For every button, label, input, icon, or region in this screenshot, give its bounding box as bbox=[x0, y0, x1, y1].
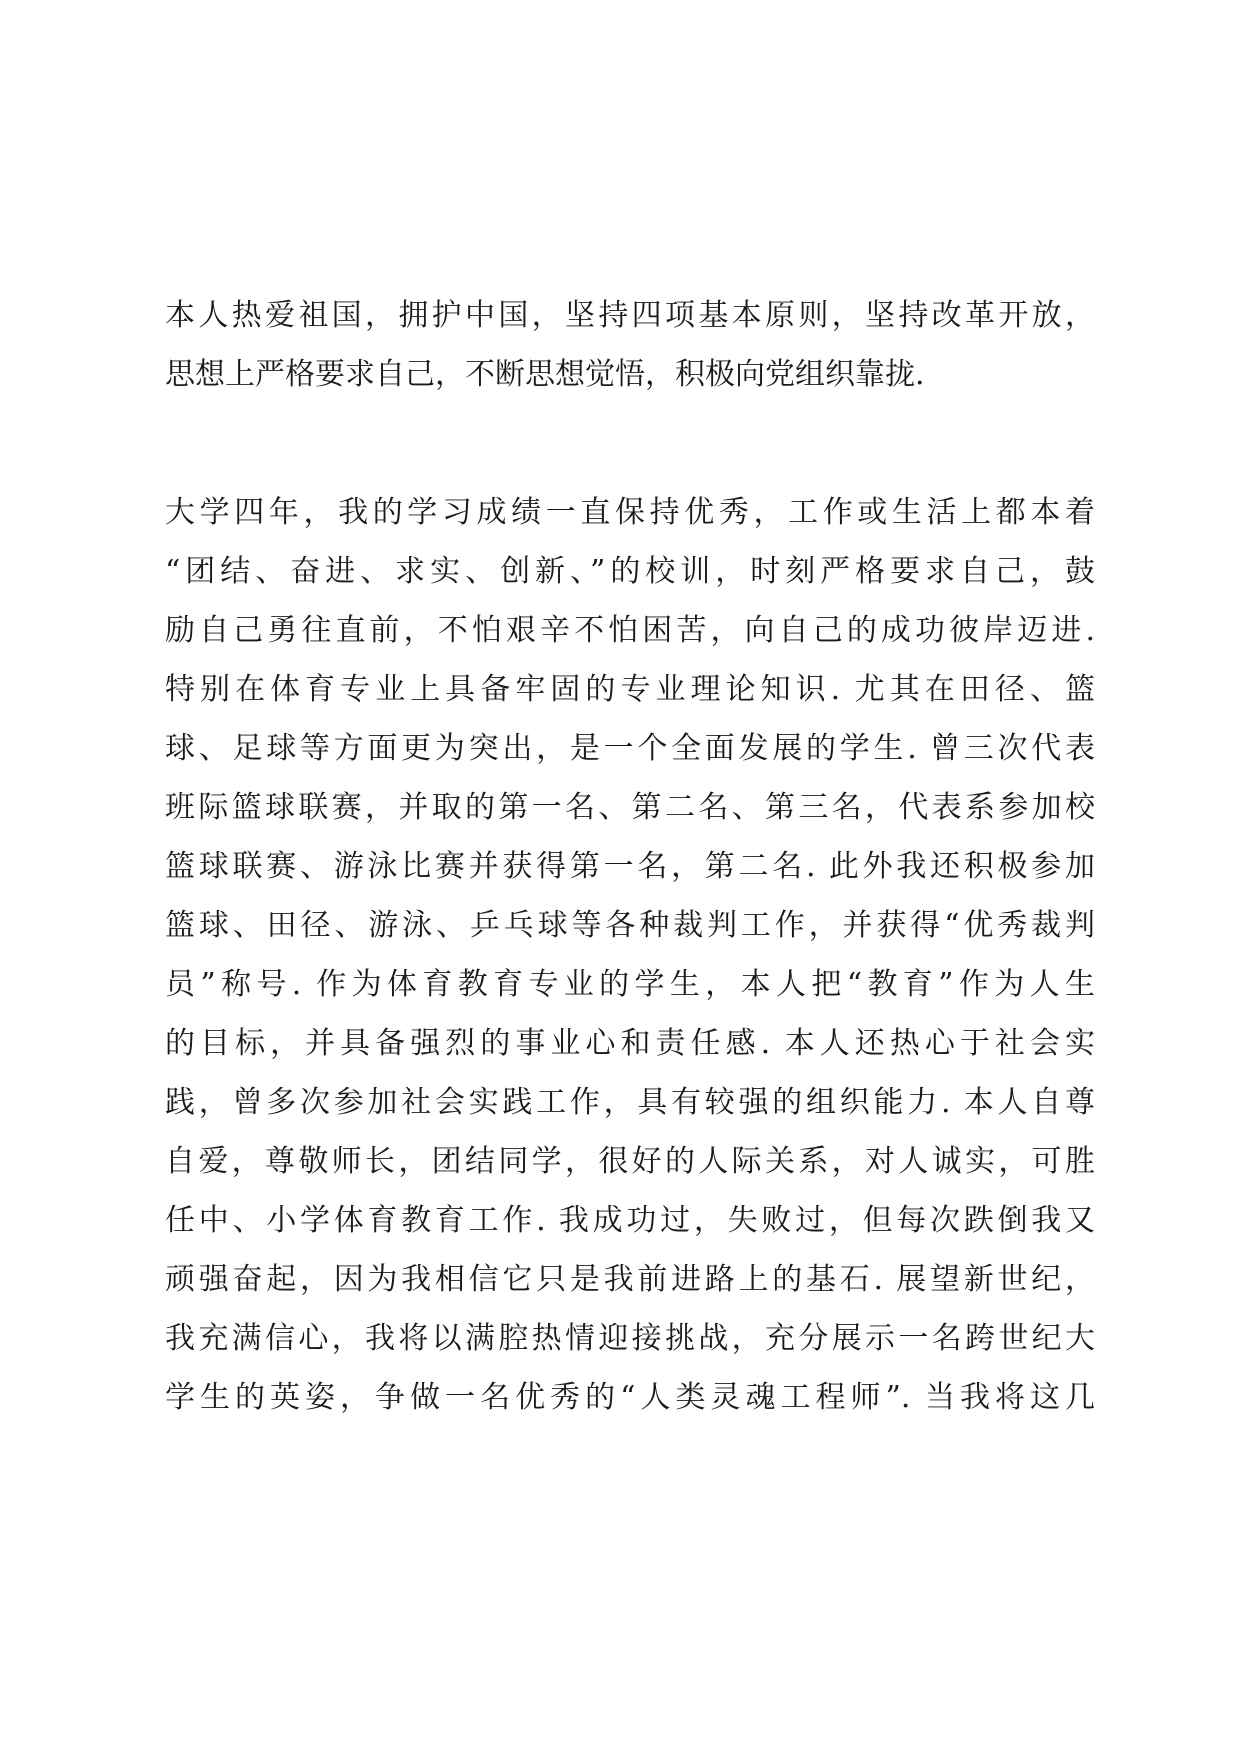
text-line: 员”称号. 作为体育教育专业的学生，本人把“教育”作为人生 bbox=[165, 967, 1095, 1002]
text-line: 任中、小学体育教育工作. 我成功过，失败过，但每次跌倒我又 bbox=[165, 1203, 1095, 1238]
text-line: 篮球、田径、游泳、乒乓球等各种裁判工作，并获得“优秀裁判 bbox=[165, 908, 1095, 943]
paragraph-political-stance bbox=[165, 286, 1095, 404]
text-line: 篮球联赛、游泳比赛并获得第一名，第二名. 此外我还积极参加 bbox=[165, 849, 1095, 884]
text-line: 的目标，并具备强烈的事业心和责任感. 本人还热心于社会实 bbox=[165, 1026, 1095, 1061]
text-line: 励自己勇往直前，不怕艰辛不怕困苦，向自己的成功彼岸迈进. bbox=[165, 613, 1095, 648]
text-line: 球、足球等方面更为突出，是一个全面发展的学生. 曾三次代表 bbox=[165, 731, 1095, 766]
text-line: 我充满信心，我将以满腔热情迎接挑战，充分展示一名跨世纪大 bbox=[165, 1321, 1095, 1356]
text-line: 学生的英姿，争做一名优秀的“人类灵魂工程师”. 当我将这几 bbox=[165, 1380, 1095, 1415]
text-line: 践，曾多次参加社会实践工作，具有较强的组织能力. 本人自尊 bbox=[165, 1085, 1095, 1120]
text-line: 特别在体育专业上具备牢固的专业理论知识. 尤其在田径、篮 bbox=[165, 672, 1095, 707]
text-line: 本人热爱祖国，拥护中国，坚持四项基本原则，坚持改革开放， bbox=[165, 298, 1095, 333]
text-line: 顽强奋起，因为我相信它只是我前进路上的基石. 展望新世纪， bbox=[165, 1262, 1095, 1297]
text-line: 思想上严格要求自己，不断思想觉悟，积极向党组织靠拢. bbox=[165, 357, 925, 392]
text-line: 班际篮球联赛，并取的第一名、第二名、第三名，代表系参加校 bbox=[165, 790, 1095, 825]
text-line: 自爱，尊敬师长，团结同学，很好的人际关系，对人诚实，可胜 bbox=[165, 1144, 1095, 1179]
paragraph-university-summary bbox=[165, 483, 1095, 1427]
text-line: 大学四年，我的学习成绩一直保持优秀，工作或生活上都本着 bbox=[165, 495, 1095, 530]
text-line: “团结、奋进、求实、创新、”的校训，时刻严格要求自己，鼓 bbox=[165, 554, 1095, 589]
